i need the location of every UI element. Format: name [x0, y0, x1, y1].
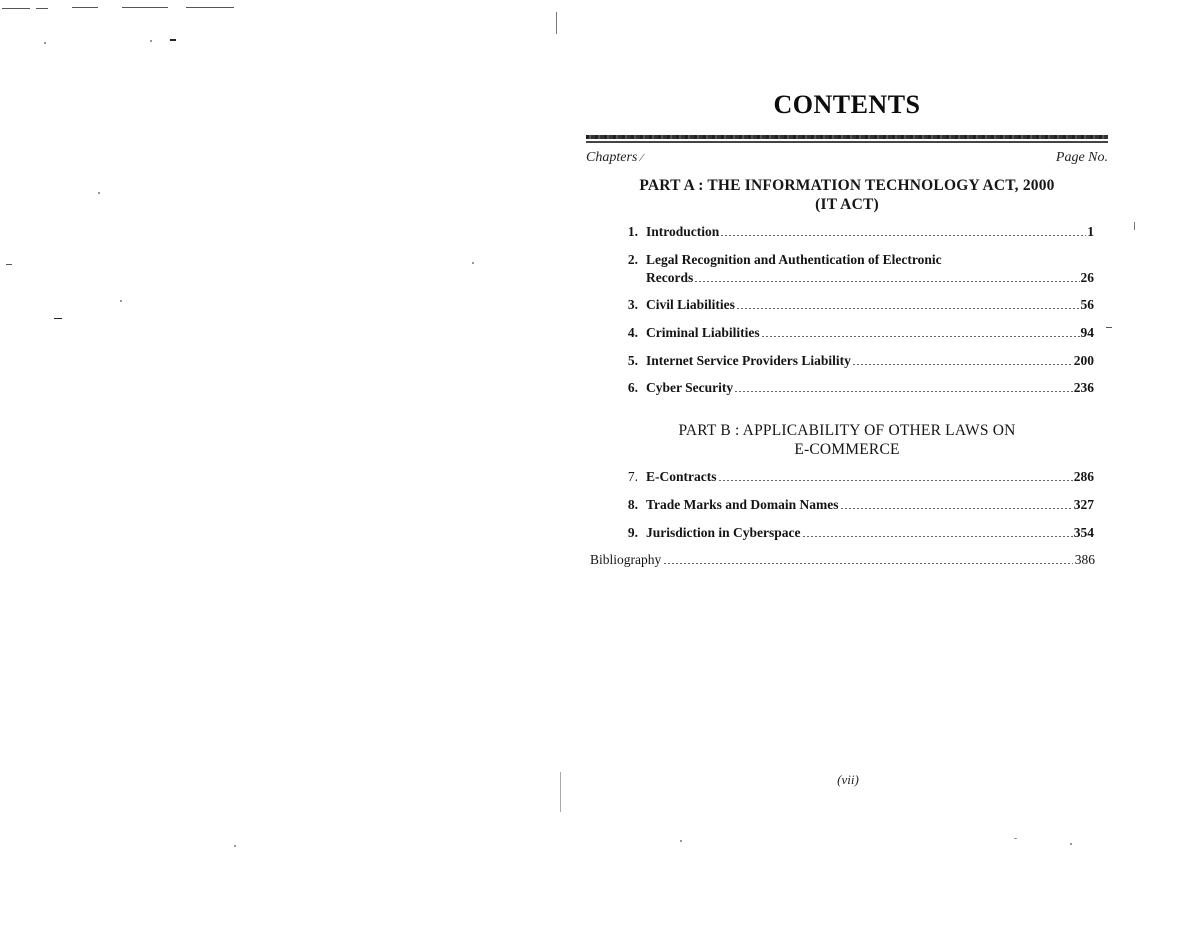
dot-leader [761, 336, 1080, 337]
title-rule-thick [586, 135, 1108, 139]
contents-page [586, 0, 1108, 927]
part-b-heading-line1: PART B : APPLICABILITY OF OTHER LAWS ON [678, 422, 1016, 439]
chapter-number: 5. [627, 353, 638, 368]
part-a-heading [586, 176, 1108, 214]
part-a-heading-line2: (IT ACT) [815, 196, 879, 213]
chapter-title-line1: Legal Recognition and Authentication of Electronic [646, 252, 942, 267]
title-rule-thin [586, 141, 1108, 143]
chapter-page: 1 [1087, 224, 1094, 239]
dot-leader [663, 563, 1073, 564]
chapter-page: 354 [1073, 525, 1094, 540]
part-b-heading-line2: E-COMMERCE [794, 441, 900, 458]
chapter-page: 56 [1080, 297, 1094, 312]
bibliography-page: 386 [1074, 552, 1095, 567]
chapter-number: 6. [627, 380, 638, 395]
column-header-chapters: Chapters ⁄ [586, 150, 643, 165]
chapter-title: Criminal Liabilities [646, 325, 760, 340]
chapter-page: 327 [1073, 497, 1094, 512]
chapter-page: 286 [1073, 469, 1094, 484]
chapter-page: 94 [1080, 325, 1094, 340]
chapter-title: Cyber Security [646, 380, 734, 395]
dot-leader [694, 281, 1079, 282]
chapter-number: 3. [627, 297, 638, 312]
chapter-title: Jurisdiction in Cyberspace [646, 525, 801, 540]
chapter-title: Internet Service Providers Liability [646, 353, 851, 368]
chapter-number: 7. [627, 469, 638, 484]
chapter-page: 200 [1073, 353, 1094, 368]
chapter-title: Trade Marks and Domain Names [646, 497, 839, 512]
chapter-number: 1. [627, 224, 638, 239]
chapter-title: Introduction [646, 224, 720, 239]
chapter-number: 2. [627, 252, 638, 267]
dot-leader [734, 391, 1073, 392]
chapter-page: 236 [1073, 380, 1094, 395]
part-a-heading-line1: PART A : THE INFORMATION TECHNOLOGY ACT, 2000 [639, 177, 1055, 194]
chapter-number: 9. [627, 525, 638, 540]
dot-leader [718, 480, 1073, 481]
dot-leader [802, 536, 1073, 537]
chapter-title: Records [646, 270, 694, 285]
column-header-page-no: Page No. [1055, 150, 1108, 165]
page-folio: (vii) [837, 772, 859, 787]
chapter-number: 4. [627, 325, 638, 340]
dot-leader [720, 235, 1086, 236]
chapter-title: E-Contracts [646, 469, 717, 484]
chapter-title: Civil Liabilities [646, 297, 735, 312]
chapter-page: 26 [1080, 270, 1094, 285]
page-title: CONTENTS [773, 90, 921, 119]
part-b-heading [586, 421, 1108, 459]
dot-leader [840, 508, 1073, 509]
chapter-number: 8. [627, 497, 638, 512]
dot-leader [736, 308, 1080, 309]
bibliography-title: Bibliography [590, 552, 662, 567]
toc-entry-bibliography[interactable] [590, 552, 1095, 568]
dot-leader [852, 364, 1073, 365]
